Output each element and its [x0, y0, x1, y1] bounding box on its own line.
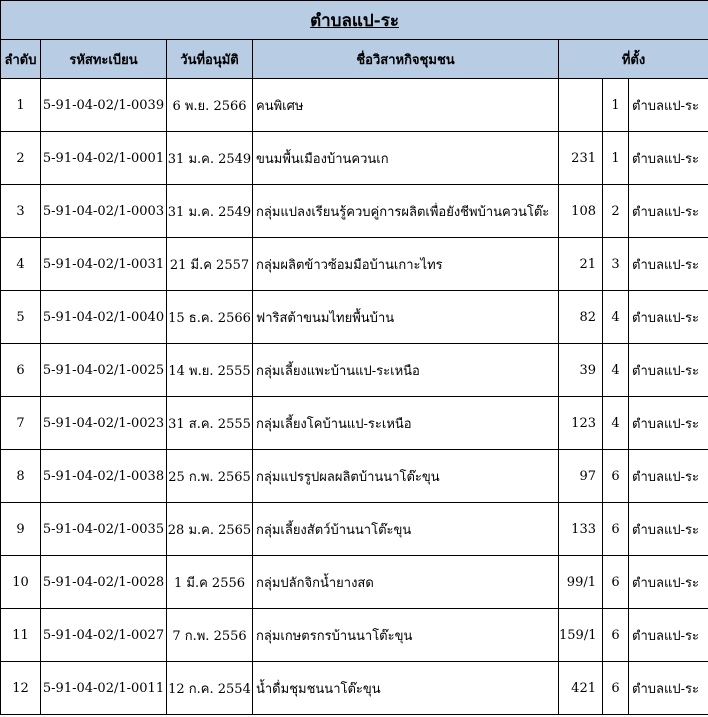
table-row: [1, 450, 708, 503]
village-number: 6: [603, 662, 629, 715]
enterprise-name: คนพิเศษ: [253, 79, 559, 132]
header-no: ลำดับ: [1, 40, 41, 79]
subdistrict: ตำบลแป-ระ: [629, 556, 708, 609]
village-number: 2: [603, 185, 629, 238]
house-number: 21: [559, 238, 603, 291]
registration-code: 5-91-04-02/1-0011: [41, 662, 167, 715]
header-reg: รหัสทะเบียน: [41, 40, 167, 79]
table-row: [1, 79, 708, 132]
enterprise-name: กลุ่มแปลงเรียนรู้ควบคู่การผลิตเพื่อยังชีพบ้านควนโต๊ะ: [253, 185, 559, 238]
subdistrict: ตำบลแป-ระ: [629, 185, 708, 238]
row-number: 12: [1, 662, 41, 715]
enterprise-name: กลุ่มเลี้ยงแพะบ้านแป-ระเหนือ: [253, 344, 559, 397]
approval-date: 15 ธ.ค. 2566: [167, 291, 253, 344]
registration-code: 5-91-04-02/1-0028: [41, 556, 167, 609]
enterprise-name: กลุ่มเลี้ยงโคบ้านแป-ระเหนือ: [253, 397, 559, 450]
house-number: 231: [559, 132, 603, 185]
table-row: [1, 397, 708, 450]
table-row: [1, 662, 708, 715]
enterprise-name: กลุ่มเลี้ยงสัตว์บ้านนาโต๊ะขุน: [253, 503, 559, 556]
subdistrict: ตำบลแป-ระ: [629, 662, 708, 715]
house-number: 39: [559, 344, 603, 397]
village-number: 1: [603, 79, 629, 132]
row-number: 8: [1, 450, 41, 503]
header-location: ที่ตั้ง: [559, 40, 708, 79]
approval-date: 21 มี.ค 2557: [167, 238, 253, 291]
row-number: 7: [1, 397, 41, 450]
house-number: 421: [559, 662, 603, 715]
house-number: 99/1: [559, 556, 603, 609]
row-number: 9: [1, 503, 41, 556]
approval-date: 25 ก.พ. 2565: [167, 450, 253, 503]
table-row: [1, 344, 708, 397]
approval-date: 12 ก.ค. 2554: [167, 662, 253, 715]
approval-date: 28 ม.ค. 2565: [167, 503, 253, 556]
row-number: 5: [1, 291, 41, 344]
enterprise-name: กลุ่มปลักจิกน้ำยางสด: [253, 556, 559, 609]
row-number: 10: [1, 556, 41, 609]
subdistrict: ตำบลแป-ระ: [629, 238, 708, 291]
registration-code: 5-91-04-02/1-0025: [41, 344, 167, 397]
subdistrict: ตำบลแป-ระ: [629, 291, 708, 344]
village-number: 6: [603, 556, 629, 609]
approval-date: 6 พ.ย. 2566: [167, 79, 253, 132]
row-number: 6: [1, 344, 41, 397]
registration-code: 5-91-04-02/1-0035: [41, 503, 167, 556]
house-number: [559, 79, 603, 132]
header-row: [1, 40, 708, 79]
table-row: [1, 503, 708, 556]
registration-code: 5-91-04-02/1-0039: [41, 79, 167, 132]
subdistrict: ตำบลแป-ระ: [629, 344, 708, 397]
village-number: 1: [603, 132, 629, 185]
subdistrict: ตำบลแป-ระ: [629, 397, 708, 450]
village-number: 6: [603, 450, 629, 503]
row-number: 1: [1, 79, 41, 132]
header-name: ชื่อวิสาหกิจชุมชน: [253, 40, 559, 79]
subdistrict: ตำบลแป-ระ: [629, 609, 708, 662]
house-number: 159/1: [559, 609, 603, 662]
house-number: 133: [559, 503, 603, 556]
house-number: 97: [559, 450, 603, 503]
table-row: [1, 185, 708, 238]
village-number: 4: [603, 397, 629, 450]
approval-date: 31 ม.ค. 2549: [167, 132, 253, 185]
enterprise-name: กลุ่มแปรรูปผลผลิตบ้านนาโต๊ะขุน: [253, 450, 559, 503]
subdistrict: ตำบลแป-ระ: [629, 132, 708, 185]
house-number: 123: [559, 397, 603, 450]
village-number: 4: [603, 291, 629, 344]
approval-date: 31 ม.ค. 2549: [167, 185, 253, 238]
subdistrict: ตำบลแป-ระ: [629, 79, 708, 132]
table-row: [1, 556, 708, 609]
table-title: ตำบลแป-ระ: [1, 1, 708, 40]
subdistrict: ตำบลแป-ระ: [629, 450, 708, 503]
table-row: [1, 609, 708, 662]
header-date: วันที่อนุมัติ: [167, 40, 253, 79]
village-number: 3: [603, 238, 629, 291]
village-number: 6: [603, 609, 629, 662]
enterprise-name: กลุ่มผลิตข้าวซ้อมมือบ้านเกาะไทร: [253, 238, 559, 291]
registration-code: 5-91-04-02/1-0040: [41, 291, 167, 344]
registration-code: 5-91-04-02/1-0023: [41, 397, 167, 450]
enterprise-name: ฟาริสต้าขนมไทยพื้นบ้าน: [253, 291, 559, 344]
approval-date: 7 ก.พ. 2556: [167, 609, 253, 662]
house-number: 108: [559, 185, 603, 238]
village-number: 6: [603, 503, 629, 556]
row-number: 4: [1, 238, 41, 291]
house-number: 82: [559, 291, 603, 344]
enterprise-name: ขนมพื้นเมืองบ้านควนเก: [253, 132, 559, 185]
subdistrict: ตำบลแป-ระ: [629, 503, 708, 556]
approval-date: 31 ส.ค. 2555: [167, 397, 253, 450]
registration-code: 5-91-04-02/1-0001: [41, 132, 167, 185]
registration-code: 5-91-04-02/1-0038: [41, 450, 167, 503]
enterprise-name: น้ำดื่มชุมชนนาโต๊ะขุน: [253, 662, 559, 715]
row-number: 2: [1, 132, 41, 185]
row-number: 3: [1, 185, 41, 238]
approval-date: 14 พ.ย. 2555: [167, 344, 253, 397]
table-row: [1, 238, 708, 291]
village-number: 4: [603, 344, 629, 397]
table-row: [1, 291, 708, 344]
registration-code: 5-91-04-02/1-0027: [41, 609, 167, 662]
row-number: 11: [1, 609, 41, 662]
approval-date: 1 มี.ค 2556: [167, 556, 253, 609]
table-row: [1, 132, 708, 185]
registration-code: 5-91-04-02/1-0003: [41, 185, 167, 238]
registration-code: 5-91-04-02/1-0031: [41, 238, 167, 291]
enterprise-name: กลุ่มเกษตรกรบ้านนาโต๊ะขุน: [253, 609, 559, 662]
